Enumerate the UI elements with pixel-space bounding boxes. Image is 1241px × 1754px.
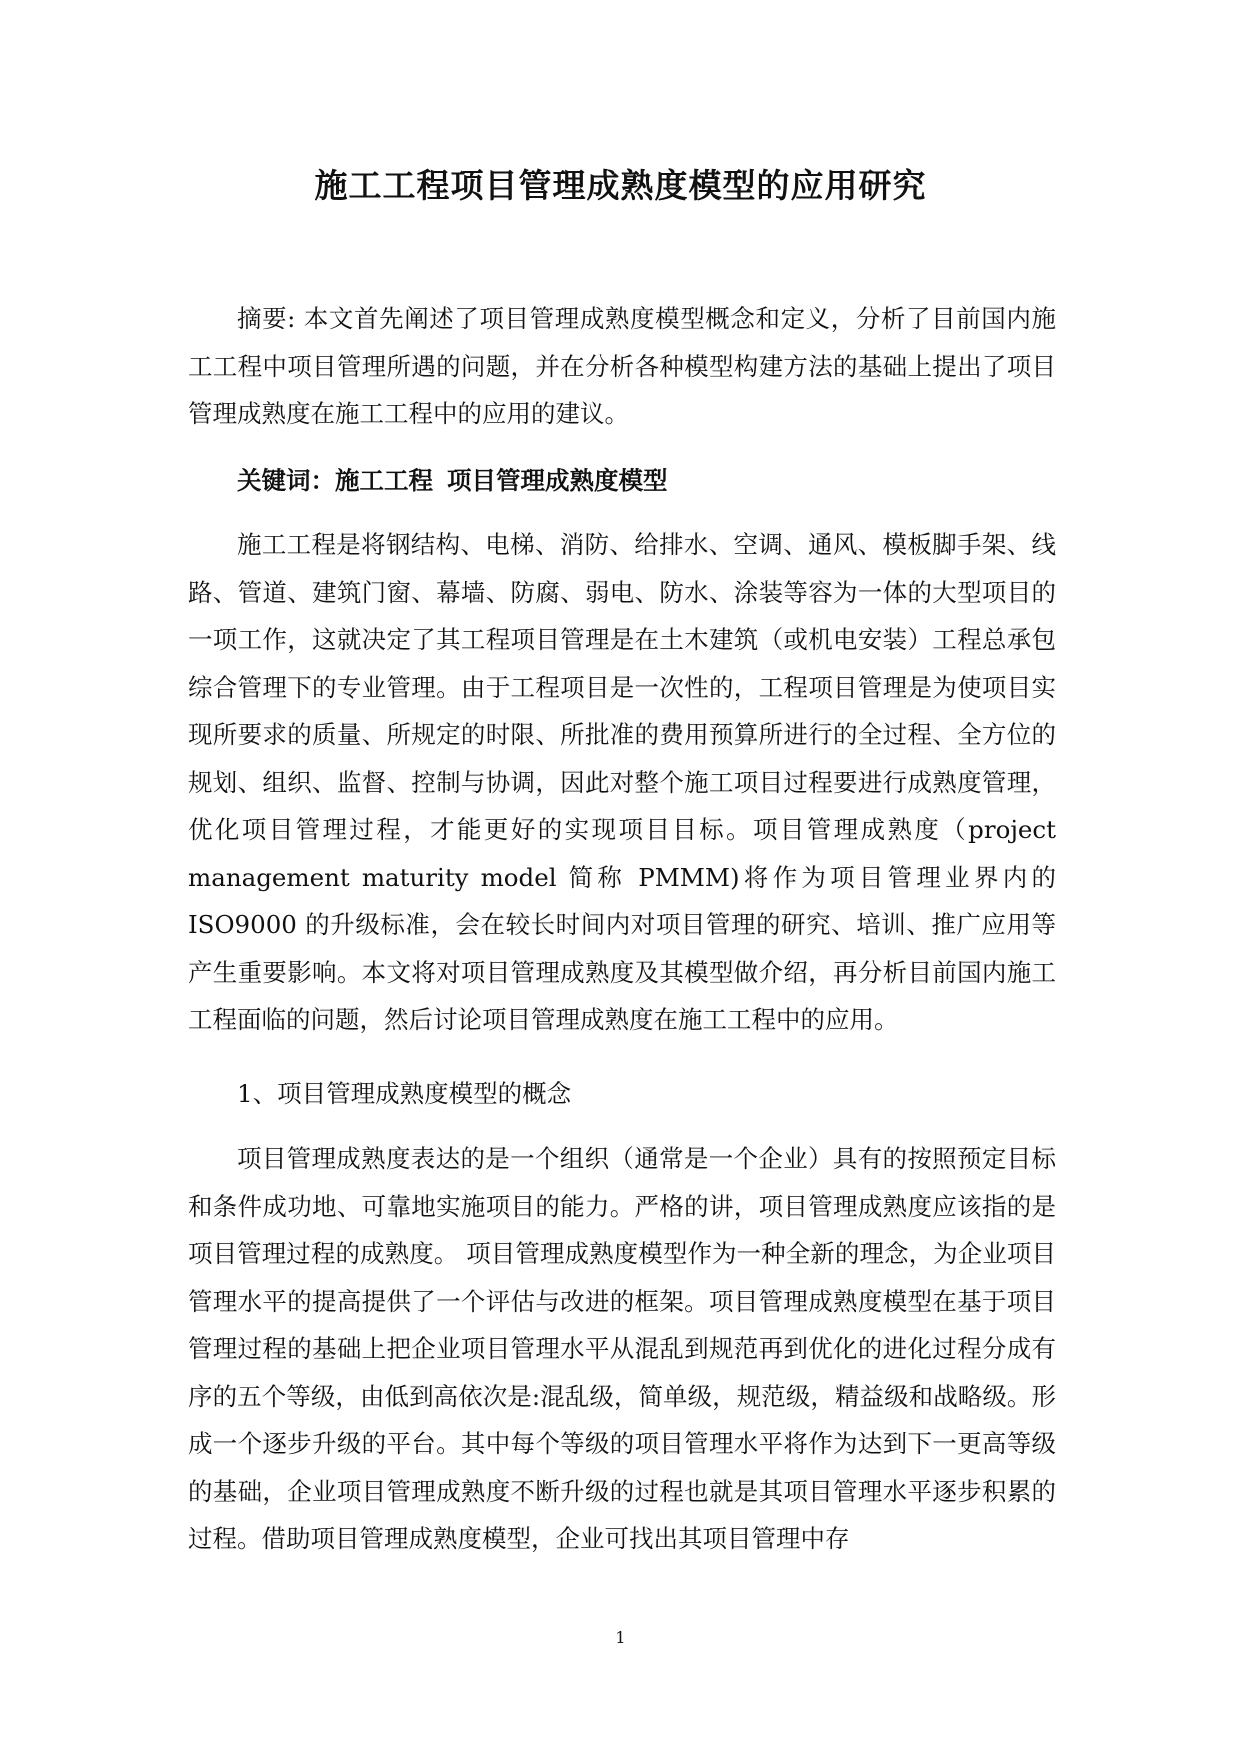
- abstract-paragraph: 摘要: 本文首先阐述了项目管理成熟度模型概念和定义，分析了目前国内施工工程中项目管理所遇的问题，并在分析各种模型构建方法的基础上提出了项目管理成熟度在施工工程中的应用的建议。: [188, 304, 1056, 428]
- document-title: 施工工程项目管理成熟度模型的应用研究: [314, 166, 927, 205]
- keyword-item: 项目管理成熟度模型: [447, 466, 668, 495]
- body-paragraph-2: 项目管理成熟度表达的是一个组织（通常是一个企业）具有的按照预定目标和条件成功地、可靠地实施项目的能力。严格的讲，项目管理成熟度应该指的是项目管理过程的成熟度。 项目管理成熟度模型作为一种全新的理念，为企业项目管理水平的提高提供了一个评估与改进的框架。项目管理成熟度模型在基于项目管理过程的基础上把企业项目管理水平从混乱到规范再到优化的进化过程分成有序的五个等级，由低到高依次是:混乱级，简单级，规范级，精益级和战略级。形成一个逐步升级的平台。其中每个等级的项目管理水平将作为达到下一更高等级的基础，企业项目管理成熟度不断升级的过程也就是其项目管理水平逐步积累的过程。借助项目管理成熟度模型，企业可找出其项目管理中存: [188, 1144, 1056, 1553]
- keywords-label: 关键词：: [237, 466, 335, 495]
- keywords-line: [188, 457, 1056, 505]
- keyword-item: 施工工程: [335, 466, 433, 495]
- body-paragraph-1: 施工工程是将钢结构、电梯、消防、给排水、空调、通风、模板脚手架、线路、管道、建筑门窗、幕墙、防腐、弱电、防水、涂装等容为一体的大型项目的一项工作，这就决定了其工程项目管理是在土木建筑（或机电安装）工程总承包综合管理下的专业管理。由于工程项目是一次性的，工程项目管理是为使项目实现所要求的质量、所规定的时限、所批准的费用预算所进行的全过程、全方位的规划、组织、监督、控制与协调，因此对整个施工项目过程要进行成熟度管理，优化项目管理过程，才能更好的实现项目目标。项目管理成熟度（project management maturity model 简称 PMMM)将作为项目管理业界内的 ISO9000 的升级标准，会在较长时间内对项目管理的研究、培训、推广应用等产生重要影响。本文将对项目管理成熟度及其模型做介绍，再分析目前国内施工工程面临的问题，然后讨论项目管理成熟度在施工工程中的应用。: [188, 530, 1056, 1034]
- section-heading-1: 1、项目管理成熟度模型的概念: [237, 1079, 572, 1108]
- page-number: 1: [615, 1628, 626, 1647]
